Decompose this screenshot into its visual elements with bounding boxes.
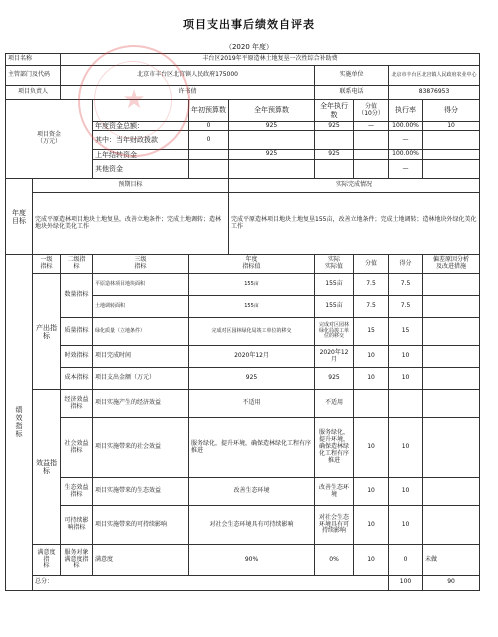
indicator-header-weight: 分值 [354, 255, 389, 274]
indicator-header-row [6, 255, 480, 274]
indicator-cell: 质量指标 [61, 318, 93, 346]
funds-cell [354, 160, 389, 179]
indicator-header-level3: 三级 指标 [93, 255, 189, 274]
indicator-cell: 10 [354, 478, 389, 506]
funds-header-row [6, 100, 480, 122]
funds-cell: 925 [315, 150, 354, 160]
indicator-row [6, 368, 480, 390]
funds-row-label: 其中：当年财政拨款 [93, 131, 189, 150]
indicator-cell: 可持续影 响指标 [61, 506, 93, 545]
funds-header-budget: 全年预算数 [229, 100, 315, 122]
indicator-row [6, 506, 480, 545]
indicator-cell: 服务绿化，提升环境，确保造林绿化工程有序推进 [315, 418, 354, 478]
indicator-cell: 10 [354, 545, 389, 576]
indicator-cell: 10 [354, 368, 389, 390]
indicator-cell: 2020年12月 [315, 346, 354, 368]
funds-row-label: 上年结转资金 [93, 150, 189, 160]
indicator-cell: 15 [354, 318, 389, 346]
indicator-cell: 土地调转面积 [93, 296, 189, 318]
funds-header-initial: 年初预算数 [189, 100, 229, 122]
indicator-cell: 完成对区园林绿化局竣工单位的移交 [315, 318, 354, 346]
indicator-cell: 项目实施带来的生态效益 [93, 478, 189, 506]
funds-cell [354, 150, 389, 160]
indicator-cell: 服务对象 满意度指 标 [61, 545, 93, 576]
output-indicator-label: 产出指 标 [33, 274, 61, 390]
indicators-section-label: 绩 效 指 标 [6, 255, 33, 591]
indicator-cell: 社会效益 指标 [61, 418, 93, 478]
funds-cell: 100.00% [389, 150, 423, 160]
unit-label: 实施单位 [315, 66, 389, 86]
goals-label: 年度 目标 [6, 179, 33, 255]
funds-cell [315, 131, 354, 150]
project-name-row [6, 54, 480, 66]
indicator-cell: 未做 [423, 545, 480, 576]
indicator-cell: 平原造林项目地块面积 [93, 274, 189, 296]
benefit-indicator-label: 效益指 标 [33, 390, 61, 545]
indicator-cell: 0% [315, 545, 354, 576]
owner-row [6, 86, 480, 100]
funds-header-rate: 执行率 [389, 100, 423, 122]
indicator-cell: 项目实施带来的可持续影响 [93, 506, 189, 545]
indicator-cell: 改善生态环境 [315, 478, 354, 506]
indicator-header-level2: 二级指 标 [61, 255, 93, 274]
indicator-header-actual: 实际 实际值 [315, 255, 354, 274]
indicator-cell: 7.5 [354, 296, 389, 318]
indicator-row [6, 390, 480, 418]
funds-cell [189, 150, 229, 160]
total-score: 100 [389, 576, 423, 591]
indicator-cell: 10 [389, 368, 423, 390]
page-title: 项目支出事后绩效自评表 [183, 18, 315, 31]
funds-cell [423, 131, 480, 150]
goals-actual-text: 完成平原造林项目地块土地复垦155亩，改善立地条件；完成土地调转；造林地块外绿化美化工作 [229, 193, 480, 255]
phone-label: 联系电话 [315, 86, 389, 100]
indicator-row [6, 346, 480, 368]
indicator-cell: 7.5 [389, 274, 423, 296]
funds-cell: — [354, 122, 389, 131]
funds-row-label: 年度资金总额： [93, 122, 189, 131]
funds-header-executed: 全年执行数 [315, 100, 354, 122]
indicator-cell: 不适用 [189, 390, 315, 418]
indicator-cell: 项目支出金额（万元） [93, 368, 189, 390]
indicator-cell: 对社会生态环境具有可持续影响 [189, 506, 315, 545]
indicator-cell: 服务绿化，提升环境，确保造林绿化工程有序推进 [189, 418, 315, 478]
funds-cell [189, 160, 229, 179]
indicator-cell: 10 [389, 478, 423, 506]
funds-cell [423, 160, 480, 179]
funds-header-score: 得分 [423, 100, 480, 122]
indicator-row [6, 274, 480, 296]
evaluation-table [5, 53, 480, 591]
owner-value: 许书倩 [61, 86, 315, 100]
indicator-cell: 改善生态环境 [189, 478, 315, 506]
indicator-cell: 项目实施产生的经济效益 [93, 390, 189, 418]
funds-row-label: 其他资金 [93, 160, 189, 179]
indicator-row [6, 545, 480, 576]
indicator-cell: 925 [315, 368, 354, 390]
indicator-cell: 2020年12月 [189, 346, 315, 368]
funds-cell [229, 131, 315, 150]
indicator-cell: 生态效益 指标 [61, 478, 93, 506]
indicator-cell: 完成对区园林绿化局竣工单位的移交 [189, 318, 315, 346]
indicator-cell: 155亩 [315, 274, 354, 296]
dept-value: 北京市丰台区北宫镇人民政府175000 [61, 66, 315, 86]
indicator-cell: 90% [189, 545, 315, 576]
indicator-cell: 不适用 [315, 390, 354, 418]
funds-cell [354, 131, 389, 150]
funds-cell: — [389, 160, 423, 179]
funds-cell: 0 [189, 122, 229, 131]
goals-expected-text: 完成平原造林项目地块土地复垦，改善立地条件；完成土地调转；造林地块外绿化美化工作 [33, 193, 229, 255]
indicator-cell: 项目完成时间 [93, 346, 189, 368]
indicator-row [6, 318, 480, 346]
indicator-cell: 15 [389, 318, 423, 346]
total-label: 总分： [33, 576, 389, 591]
funds-cell: 10 [423, 122, 480, 131]
indicator-cell: 绿化质量（立地条件） [93, 318, 189, 346]
funds-cell [229, 160, 315, 179]
project-name-label: 项目名称 [6, 54, 61, 66]
goals-header-row [6, 179, 480, 193]
indicator-cell: 10 [354, 506, 389, 545]
indicator-cell: 7.5 [354, 274, 389, 296]
indicator-cell: 项目实施带来的社会效益 [93, 418, 189, 478]
total-row [6, 576, 480, 591]
indicator-cell: 10 [354, 346, 389, 368]
phone-value: 83876953 [389, 86, 480, 100]
funds-cell: 100.00% [389, 122, 423, 131]
indicator-cell: 经济效益 指标 [61, 390, 93, 418]
funds-cell: 0 [189, 131, 229, 150]
indicator-cell [354, 390, 389, 418]
funds-cell [315, 160, 354, 179]
indicator-cell: 10 [354, 418, 389, 478]
funds-cell: 925 [229, 122, 315, 131]
indicator-header-deviation: 偏差原因分析 及改进措施 [423, 255, 480, 274]
funds-cell: 925 [229, 150, 315, 160]
funds-group-label: 项目资金 （万元） [6, 100, 93, 179]
owner-label: 项目负责人 [6, 86, 61, 100]
funds-cell: 925 [315, 122, 354, 131]
goals-actual-header: 实际完成情况 [229, 179, 480, 193]
indicator-header-level1: 一级 指标 [33, 255, 61, 274]
indicator-cell: 对社会生态环境具有可持续影响 [315, 506, 354, 545]
indicator-row [6, 478, 480, 506]
official-seal-stamp: ★ [78, 45, 190, 157]
dept-label: 主管部门及代码 [6, 66, 61, 86]
indicator-cell: 成本指标 [61, 368, 93, 390]
funds-cell [423, 150, 480, 160]
funds-header-score-weight: 分值 （10分） [354, 100, 389, 122]
unit-value: 北京市丰台区北宫镇人民政府农业中心 [389, 66, 480, 86]
indicator-cell: 10 [389, 346, 423, 368]
indicator-cell: 10 [389, 418, 423, 478]
indicator-row [6, 418, 480, 478]
indicator-cell: 时效指标 [61, 346, 93, 368]
department-row [6, 66, 480, 86]
indicator-cell: 7.5 [389, 296, 423, 318]
indicator-cell: 满意度 [93, 545, 189, 576]
indicator-cell: 155亩 [189, 274, 315, 296]
indicator-header-score: 得分 [389, 255, 423, 274]
project-name-value: 丰台区2019年平原造林土地复垦一次性综合补助费 [61, 54, 480, 66]
indicator-cell: 10 [389, 506, 423, 545]
indicator-cell: 155亩 [315, 296, 354, 318]
report-year: （2020 年度） [224, 43, 274, 51]
indicator-header-target: 年度 指标值 [189, 255, 315, 274]
satisfaction-indicator-label: 满意度指 标 [33, 545, 61, 576]
quantity-indicator-label: 数量指标 [61, 274, 93, 318]
funds-cell: — [389, 131, 423, 150]
indicator-cell [389, 390, 423, 418]
total-got: 90 [423, 576, 480, 591]
indicator-cell: 155亩 [189, 296, 315, 318]
indicator-cell: 925 [189, 368, 315, 390]
goals-expected-header: 预期目标 [33, 179, 229, 193]
goals-content-row [6, 193, 480, 255]
indicator-cell: 0 [389, 545, 423, 576]
